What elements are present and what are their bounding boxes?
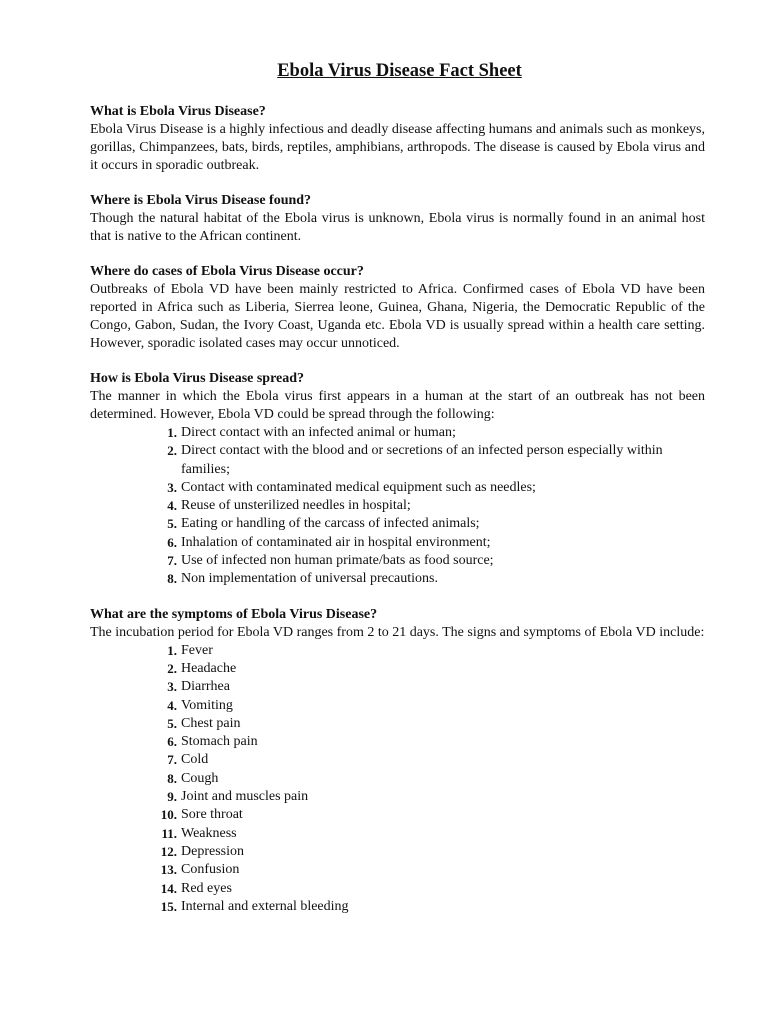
list-item [153, 697, 705, 715]
list-number: 8. [167, 571, 177, 587]
list-number: 7. [167, 553, 177, 569]
list-item [153, 678, 705, 696]
list-item [153, 825, 705, 843]
list-number: 1. [167, 425, 177, 440]
list-item [153, 788, 705, 806]
section-heading: What are the symptoms of Ebola Virus Disease? [90, 606, 378, 622]
list-text: Contact with contaminated medical equipment such as needles; [181, 479, 536, 495]
list-text: Vomiting [181, 697, 233, 713]
list-text: Confusion [181, 862, 240, 878]
list-number: 14. [160, 880, 177, 896]
list-number: 13. [160, 862, 177, 878]
list-number: 3. [167, 679, 177, 695]
list-number: 4. [167, 498, 177, 514]
list-text: Cough [181, 770, 219, 786]
list-text: Eating or handling of the carcass of infected animals; [181, 516, 480, 532]
list-item [153, 642, 705, 660]
list-item [153, 570, 705, 588]
section-paragraph: The incubation period for Ebola VD ranges from 2 to 21 days. The signs and symptoms of Ebola VD include: [90, 624, 705, 640]
list-item [153, 479, 705, 497]
list-text: Cold [181, 752, 209, 768]
section-paragraph: Though the natural habitat of the Ebola virus is unknown, Ebola virus is normally found in an animal host that is native to the African continent. [90, 211, 705, 244]
list-text: Sore throat [181, 807, 243, 823]
list-number: 6. [167, 734, 177, 750]
list-item [153, 751, 705, 769]
list-item [153, 898, 705, 916]
list-item [153, 534, 705, 552]
list-number: 5. [167, 516, 177, 532]
spread-list [90, 424, 705, 589]
list-number: 7. [167, 752, 177, 768]
section-paragraph: Outbreaks of Ebola VD have been mainly restricted to Africa. Confirmed cases of Ebola VD have been reported in Africa such as Liberia, Sierrea leone, Guinea, Ghana, Nigeria, the Democratic Republic of the Congo, Gabon, Sudan, the Ivory Coast, Uganda etc. Ebola VD is usually spread within a health care setting. However, sporadic isolated cases may occur unnoticed. [90, 282, 705, 351]
section-heading: Where do cases of Ebola Virus Disease occur? [90, 264, 364, 279]
list-number: 9. [167, 789, 177, 805]
list-number: 6. [167, 534, 177, 550]
list-text: Non implementation of universal precautions. [181, 571, 438, 587]
list-text: Joint and muscles pain [181, 789, 309, 805]
list-item [153, 552, 705, 570]
section-heading: What is Ebola Virus Disease? [90, 104, 266, 119]
list-text: Chest pain [181, 715, 241, 731]
list-item [153, 660, 705, 678]
list-text: Red eyes [181, 880, 232, 896]
list-text: Stomach pain [181, 734, 258, 750]
list-number: 2. [167, 660, 177, 676]
list-text: Diarrhea [181, 679, 230, 695]
list-number: 1. [167, 642, 177, 658]
list-text: Depression [181, 843, 244, 859]
list-text: Reuse of unsterilized needles in hospital; [181, 498, 411, 514]
section-heading: How is Ebola Virus Disease spread? [90, 371, 305, 386]
list-item [153, 733, 705, 751]
list-number: 3. [167, 479, 177, 495]
section-paragraph: The manner in which the Ebola virus first appears in a human at the start of an outbreak has not been determined. However, Ebola VD could be spread through the following: [90, 389, 705, 422]
list-item [153, 442, 705, 479]
list-text: Use of infected non human primate/bats as food source; [181, 553, 494, 569]
section-heading: Where is Ebola Virus Disease found? [90, 193, 312, 208]
list-text: Fever [181, 642, 213, 658]
section-paragraph: Ebola Virus Disease is a highly infectious and deadly disease affecting humans and animals such as monkeys, gorillas, Chimpanzees, bats, birds, reptiles, amphibians, arthropods. The disease is caused by Ebola virus and it occurs in sporadic outbreak. [90, 122, 705, 173]
section-where-found [90, 192, 705, 246]
list-text: Internal and external bleeding [181, 898, 349, 914]
list-item [153, 515, 705, 533]
list-number: 2. [167, 443, 177, 459]
section-how-spread [90, 370, 705, 589]
section-symptoms [90, 606, 705, 916]
document-title: Ebola Virus Disease Fact Sheet [277, 61, 522, 81]
list-text: Direct contact with an infected animal or human; [181, 425, 456, 440]
list-item [153, 880, 705, 898]
list-item [153, 806, 705, 824]
list-number: 15. [160, 898, 177, 914]
list-item [153, 861, 705, 879]
list-item [153, 497, 705, 515]
list-item [153, 424, 705, 442]
list-number: 5. [167, 715, 177, 731]
section-where-occur [90, 263, 705, 353]
list-text: Weakness [181, 825, 237, 841]
list-item [153, 715, 705, 733]
list-text: Direct contact with the blood and or secretions of an infected person especially within families; [181, 443, 663, 477]
list-number: 4. [167, 697, 177, 713]
list-number: 10. [160, 807, 177, 823]
list-number: 8. [167, 770, 177, 786]
list-text: Headache [181, 660, 237, 676]
list-number: 12. [160, 843, 177, 859]
list-item [153, 770, 705, 788]
list-item [153, 843, 705, 861]
list-text: Inhalation of contaminated air in hospital environment; [181, 534, 491, 550]
symptoms-list [90, 642, 705, 916]
section-what-is [90, 103, 705, 175]
list-number: 11. [161, 825, 177, 841]
